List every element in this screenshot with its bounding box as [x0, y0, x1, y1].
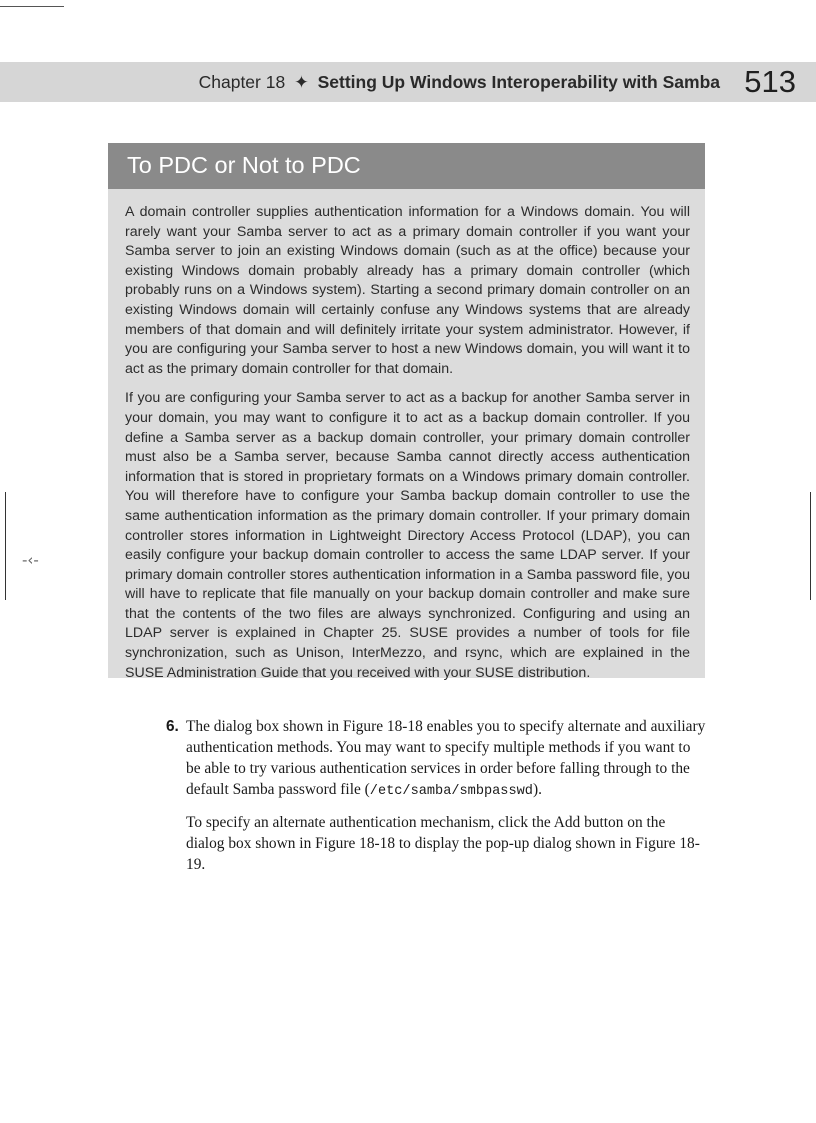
step-number: 6. [166, 718, 179, 735]
chapter-title: Setting Up Windows Interoperability with Samba [317, 72, 720, 92]
sidebar-paragraph: A domain controller supplies authentication information for a Windows domain. You will rarely want your Samba server to act as a primary domain controller if you want your Samba server to join an existing Windows domain (such as at the office) because your existing Windows domain probably already has a primary domain controller (which probably runs on a Windows system). Starting a second primary domain controller on an existing Windows domain will certainly confuse any Windows systems that are already members of that domain and will definitely irritate your system administrator. However, if you are configuring your Samba server to host a new Windows domain, you will want it to act as the primary domain controller for that domain. [125, 204, 690, 377]
sidebar-title: To PDC or Not to PDC [127, 152, 361, 178]
diamond-separator-icon: ✦ [294, 72, 309, 92]
chapter-label: Chapter 18 [198, 72, 286, 92]
step-body [186, 716, 706, 875]
file-path: /etc/samba/smbpasswd [369, 784, 533, 799]
side-margin-rule [5, 492, 6, 600]
step-text-after-path: ). [532, 781, 542, 798]
sidebar-paragraph: If you are configuring your Samba server to act as a backup for another Samba server in your domain, you may want to configure it to act as a backup domain controller. If you define a Samba server as a backup domain controller, your primary domain controller must also be a Samba server, because Samba cannot directly access authentication information that is stored in proprietary formats on a Windows primary domain controller. You will therefore have to configure your Samba backup domain controller to use the same authentication information as the primary domain controller. If your primary domain controller stores information in Lightweight Directory Access Protocol (LDAP), you can easily configure your backup domain controller to access the same LDAP server. If your primary domain controller stores authentication information in a Samba password file, you will have to replicate that file manually on your backup domain controller and make sure that the contents of the two files are always synchronized. Configuring and using an LDAP server is explained in Chapter 25. SUSE provides a number of tools for file synchronization, such as Unison, InterMezzo, and rsync, which are explained in the SUSE Administration Guide that you received with your SUSE distribution. [125, 390, 690, 681]
crop-mark [0, 6, 64, 7]
page-number: 513 [744, 64, 796, 99]
side-margin-rule [810, 492, 811, 600]
sidebar-title-bar [108, 143, 705, 189]
sidebar-box [108, 143, 705, 681]
numbered-step [166, 716, 706, 875]
sidebar-body [125, 203, 690, 693]
running-head [199, 68, 720, 96]
step-paragraph [186, 716, 706, 802]
step-text-before-path: The dialog box shown in Figure 18-18 enables you to specify alternate and auxiliary authentication methods. You may want to specify multiple methods if you want to be able to try various authentication services in order before falling through to the default Samba password file ( [186, 718, 706, 798]
step-followup-paragraph: To specify an alternate authentication mechanism, click the Add button on the dialog box shown in Figure 18-18 to display the pop-up dialog shown in Figure 18-19. [186, 814, 700, 873]
registration-mark-icon: -‹- [22, 551, 39, 569]
